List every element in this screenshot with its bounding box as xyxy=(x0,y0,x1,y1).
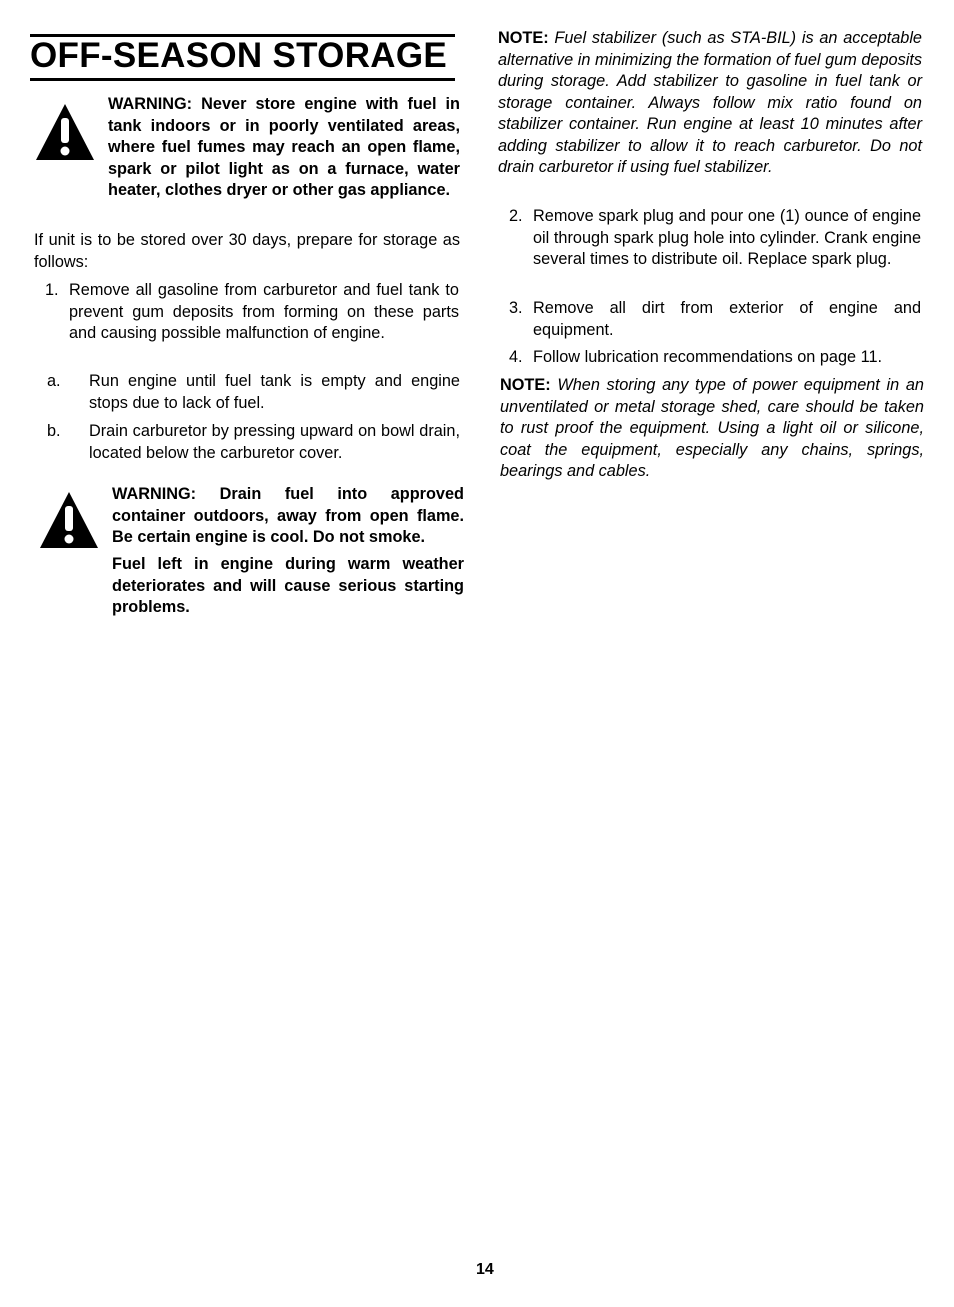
note-2 xyxy=(500,375,924,483)
step-3-number: 3. xyxy=(509,299,523,317)
warning-triangle-icon xyxy=(38,490,100,550)
section-title: OFF-SEASON STORAGE xyxy=(30,36,448,75)
step-1-text: Remove all gasoline from carburetor and fuel tank to prevent gum deposits from forming on these parts and causing possible malfunction of engine. xyxy=(69,281,459,342)
step-2-number: 2. xyxy=(509,207,523,225)
step-3-text: Remove all dirt from exterior of engine and equipment. xyxy=(533,299,921,339)
page-number: 14 xyxy=(476,1261,494,1278)
note-2-label: NOTE: xyxy=(500,376,551,394)
note-2-text: When storing any type of power equipment in an unventilated or metal storage shed, care should be taken to rust proof the equipment. Using a light oil or silicone, coat the equipment, especially any chains, springs, bearings and cables. xyxy=(500,376,924,480)
substep-a-number: a. xyxy=(47,372,61,390)
intro-paragraph: If unit is to be stored over 30 days, prepare for storage as follows: xyxy=(34,231,460,271)
warning-text-1: WARNING: Never store engine with fuel in tank indoors or in poorly ventilated areas, where fuel fumes may reach an open flame, spark or pilot light as on a furnace, water heater, clothes dryer or other gas appliance. xyxy=(108,95,460,199)
warning-triangle-icon xyxy=(34,102,96,162)
substep-a-text: Run engine until fuel tank is empty and engine stops due to lack of fuel. xyxy=(89,372,460,412)
warning-text-2b: Fuel left in engine during warm weather deteriorates and will cause serious starting problems. xyxy=(112,555,464,616)
step-4-number: 4. xyxy=(509,348,523,366)
title-rule-bottom xyxy=(30,78,455,81)
step-4-text: Follow lubrication recommendations on page 11. xyxy=(533,348,883,366)
step-2-text: Remove spark plug and pour one (1) ounce of engine oil through spark plug hole into cylinder. Crank engine several times to distribute oil. Replace spark plug. xyxy=(533,207,921,268)
step-1-number: 1. xyxy=(45,281,59,299)
note-1-label: NOTE: xyxy=(498,29,549,47)
substep-b-number: b. xyxy=(47,422,61,440)
note-1 xyxy=(498,28,922,179)
substep-b-text: Drain carburetor by pressing upward on bowl drain, located below the carburetor cover. xyxy=(89,422,460,462)
note-1-text: Fuel stabilizer (such as STA-BIL) is an acceptable alternative in minimizing the formation of fuel gum deposits during storage. Add stabilizer to gasoline in fuel tank or storage container. Always follow mix ratio found on stabilizer container. Run engine at least 10 minutes after adding stabilizer to allow it to reach carburetor. Do not drain carburetor if using fuel stabilizer. xyxy=(498,29,922,176)
warning-text-2: WARNING: Drain fuel into approved container outdoors, away from open flame. Be certain engine is cool. Do not smoke. xyxy=(112,485,464,546)
